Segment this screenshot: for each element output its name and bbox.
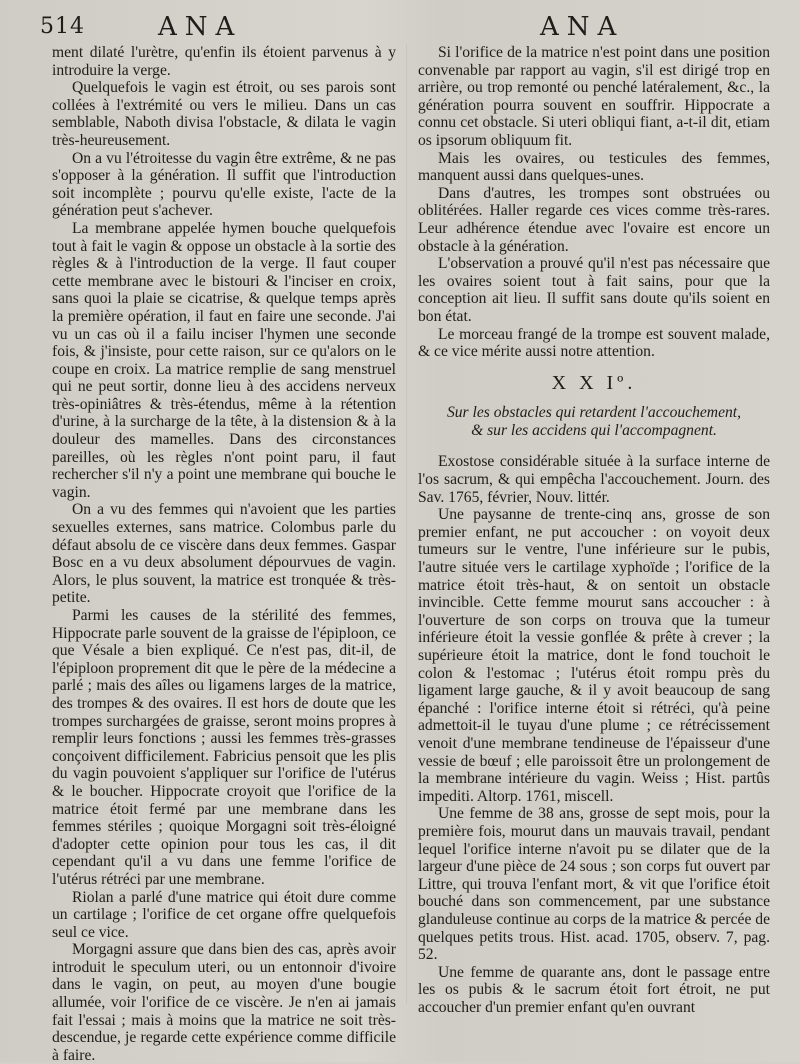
paragraph: La membrane appelée hymen bouche quelquefois tout à fait le vagin & oppose un obstacle à la sortie des règles & à l'introduction de la verge. Il faut couper cette membrane avec le bistouri & l'inciser en croix, sans quoi la plaie se cicatrise, & quelque temps après la première opération, il faut en faire une seconde. J'ai vu un cas où il a failu inciser l'hymen une seconde fois, & j'insiste, pour cette raison, sur ce qu'alors on le coupe en croix. La matrice remplie de sang menstruel qui ne peut sortir, donne lieu à des accidens nerveux très-opiniâtres & très-étendus, même à la rétention d'urine, à la surcharge de la tête, à la distension & à la douleur des mamelles. Dans des circonstances pareilles, où les règles n'ont point paru, il faut rechercher s'il n'y a point une membrane qui bouche le vagin. <box>52 219 396 501</box>
column-gutter <box>406 44 407 1004</box>
paragraph: On a vu l'étroitesse du vagin être extrême, & ne pas s'opposer à la génération. Il suffit que l'introduction soit incomplète ; pourvu qu'elle existe, l'acte de la génération peut s'achever. <box>52 149 396 220</box>
page-number: 514 <box>40 14 85 39</box>
running-header <box>0 10 800 42</box>
section-title-line-1: Sur les obstacles qui retardent l'accouchement, <box>446 404 742 422</box>
paragraph: Une femme de 38 ans, grosse de sept mois, pour la première fois, mourut dans un mauvais travail, pendant lequel l'orifice interne n'avoit pu se dilater que de la largeur d'une pièce de 24 sous ; son corps fut ouvert par Littre, qui trouva l'enfant mort, & vit que l'orifice étoit bouché dans son commencement, par une substance glanduleuse continue au corps de la matrice & percée de quelques petits trous. Hist. acad. 1705, observ. 7, pag. 52. <box>418 805 771 964</box>
left-column <box>52 44 396 1064</box>
paragraph: Riolan a parlé d'une matrice qui étoit dure comme un cartilage ; l'orifice de cet organe offre quelquefois seul ce vice. <box>52 888 396 941</box>
paragraph: Dans d'autres, les trompes sont obstruées ou oblitérées. Haller regarde ces vices comme très-rares. Leur adhérence étendue avec l'ovaire est encore un obstacle à la génération. <box>418 184 770 255</box>
section-number: X X Iº. <box>551 371 637 394</box>
right-running-title: ANA <box>540 12 625 42</box>
paragraph: On a vu des femmes qui n'avoient que les parties sexuelles externes, sans matrice. Colombus parle du défaut absolu de ce viscère dans deux femmes. Gaspar Bosc en a vu deux absolument dépourvues de vagin. Alors, le plus souvent, la matrice est tronquée & très-petite. <box>52 501 396 607</box>
paragraph: Exostose considérable située à la surface interne de l'os sacrum, & qui empêcha l'accouchement. Journ. des Sav. 1765, février, Nouv. littér. <box>418 453 770 506</box>
paragraph: Mais les ovaires, ou testicules des femmes, manquent aussi dans quelques-unes. <box>418 149 770 185</box>
section-title <box>418 404 770 439</box>
paragraph: Une paysanne de trente-cinq ans, grosse de son premier enfant, ne put accoucher : on voyoit deux tumeurs sur le ventre, l'une inférieure sur le pubis, l'autre située vers le cartilage xyphoïde ; l'orifice de la matrice étoit très-haut, & on sentoit un obstacle invincible. Cette femme mourut sans accoucher : à l'ouverture de son corps on trouva que la tumeur inférieure étoit la vessie gonflée & prête à crever ; la supérieure étoit la matrice, dont le fond touchoit le colon & l'estomac ; l'utérus étoit rompu près du ligament large gauche, & il y avoit beaucoup de sang épanché : l'orifice interne étoit si rétréci, qu'à peine admettoit-il le tuyau d'une plume ; ce rétrécissement venoit d'une membrane tendineuse de l'épaisseur d'une vessie de bœuf ; elle paroissoit être un prolongement de la membrane intérieure du vagin. Weiss ; Hist. partûs impediti. Altorp. 1761, miscell. <box>418 506 770 805</box>
right-column-bottom-text <box>418 453 770 1016</box>
section-title-line-2: & sur les accidens qui l'accompagnent. <box>471 421 717 439</box>
paragraph: Parmi les causes de la stérilité des femmes, Hippocrate parle souvent de la graisse de l'épiploon, ce que Vésale a bien expliqué. Ce n'est pas, dit-il, de l'épiploon proprement dit que le père de la médecine a parlé ; mais des aîles ou ligamens larges de la matrice, des trompes & des ovaires. Il est hors de doute que les trompes surchargées de graisse, seront moins propres à remplir leurs fonctions ; aussi les femmes très-grasses conçoivent difficilement. Fabricius pensoit que les plis du vagin pouvoient s'appliquer sur l'orifice de l'utérus & le boucher. Hippocrate croyoit que l'orifice de la matrice étoit fermé par une membrane dans les femmes stériles ; quoique Morgagni soit très-éloigné d'adopter cette opinion pour tous les cas, il dit cependant qu'il a vu dans une femme l'orifice de l'utérus rétréci par une membrane. <box>52 607 396 888</box>
paragraph: Une femme de quarante ans, dont le passage entre les os pubis & le sacrum étoit fort étroit, ne put accoucher d'un premier enfant qu'en ouvrant <box>418 963 770 1016</box>
paragraph: Morgagni assure que dans bien des cas, après avoir introduit le speculum uteri, ou un entonnoir d'ivoire dans le vagin, on peut, au moyen d'une bougie allumée, voir l'orifice de ce viscère. Je n'en ai jamais fait l'essai ; mais à moins que la matrice ne soit très-descendue, je regarde cette expérience comme difficile à faire. <box>52 941 396 1064</box>
paragraph: L'observation a prouvé qu'il n'est pas nécessaire que les ovaires soient tout à fait sains, pour que la conception ait lieu. Il suffit sans doute qu'ils soient en bon état. <box>418 255 770 325</box>
right-column <box>418 44 770 1016</box>
paragraph: ment dilaté l'urètre, qu'enfin ils étoient parvenus à y introduire la verge. <box>52 44 396 79</box>
left-running-title: ANA <box>158 12 243 42</box>
paragraph: Le morceau frangé de la trompe est souvent malade, & ce vice mérite aussi notre attention. <box>418 325 770 361</box>
paragraph: Si l'orifice de la matrice n'est point dans une position convenable par rapport au vagin, s'il est dirigé trop en arrière, ou trop remonté ou penché latéralement, &c., la génération pourra souvent en souffrir. Hippocrate a connu cet obstacle. Si uteri obliqui fiant, a-t-il dit, etiam os ipsorum obliquum fit. <box>418 44 770 149</box>
right-column-top-text <box>418 44 770 361</box>
paragraph: Quelquefois le vagin est étroit, ou ses parois sont collées à l'extrémité ou vers le milieu. Dans un cas semblable, Naboth divisa l'obstacle, & dilata le vagin très-heureusement. <box>52 79 396 149</box>
